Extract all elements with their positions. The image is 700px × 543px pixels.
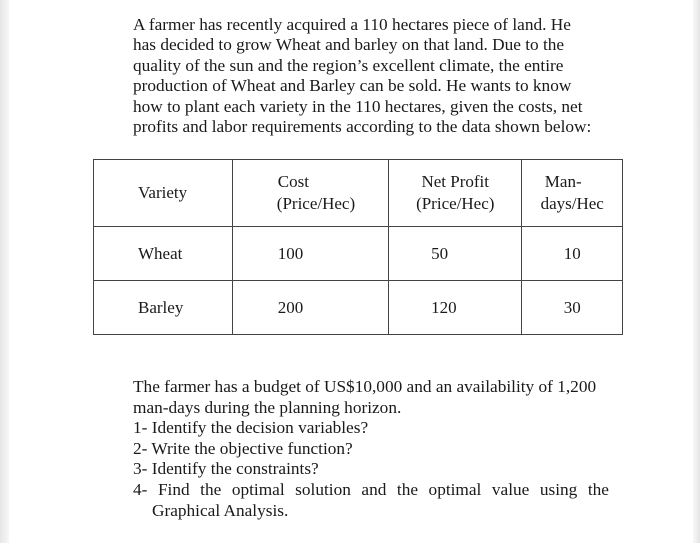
problem-intro-paragraph — [133, 15, 613, 137]
header-net-profit: Net Profit (Price/Hec) — [389, 160, 522, 227]
cell-cost: 200 — [232, 281, 388, 335]
budget-line-cont: man-days during the planning horizon. — [133, 397, 402, 417]
header-man-days: Man- days/Hec — [522, 160, 623, 227]
intro-line: production of Wheat and Barley can be sold. He wants to know — [133, 76, 572, 96]
right-page-edge — [693, 0, 700, 543]
cell-net-profit: 120 — [389, 281, 522, 335]
question-3: 3- Identify the constraints? — [133, 459, 319, 479]
question-4-cont: Graphical Analysis. — [152, 500, 289, 520]
crop-data-table — [93, 159, 623, 335]
cell-variety: Barley — [94, 281, 233, 335]
cell-variety: Wheat — [94, 227, 233, 281]
left-page-edge — [0, 0, 9, 543]
header-cost: Cost (Price/Hec) — [232, 160, 388, 227]
cell-man-days: 30 — [522, 281, 623, 335]
budget-line: The farmer has a budget of US$10,000 and an availability of 1,200 — [133, 377, 597, 396]
table-row — [94, 227, 623, 281]
question-4: 4- Find the optimal solution and the optimal value using the — [133, 479, 609, 499]
table-header-row — [94, 160, 623, 227]
question-2: 2- Write the objective function? — [133, 438, 353, 458]
intro-line: A farmer has recently acquired a 110 hectares piece of land. He — [133, 15, 571, 34]
intro-line: how to plant each variety in the 110 hectares, given the costs, net — [133, 96, 583, 116]
header-variety: Variety — [94, 160, 233, 227]
cell-cost: 100 — [232, 227, 388, 281]
cell-net-profit: 50 — [389, 227, 522, 281]
question-1: 1- Identify the decision variables? — [133, 418, 369, 438]
table-row — [94, 281, 623, 335]
intro-line: quality of the sun and the region’s excellent climate, the entire — [133, 55, 564, 75]
intro-line: profits and labor requirements according to the data shown below: — [133, 117, 592, 137]
intro-line: has decided to grow Wheat and barley on that land. Due to the — [133, 35, 565, 55]
cell-man-days: 10 — [522, 227, 623, 281]
questions-section — [133, 377, 609, 521]
